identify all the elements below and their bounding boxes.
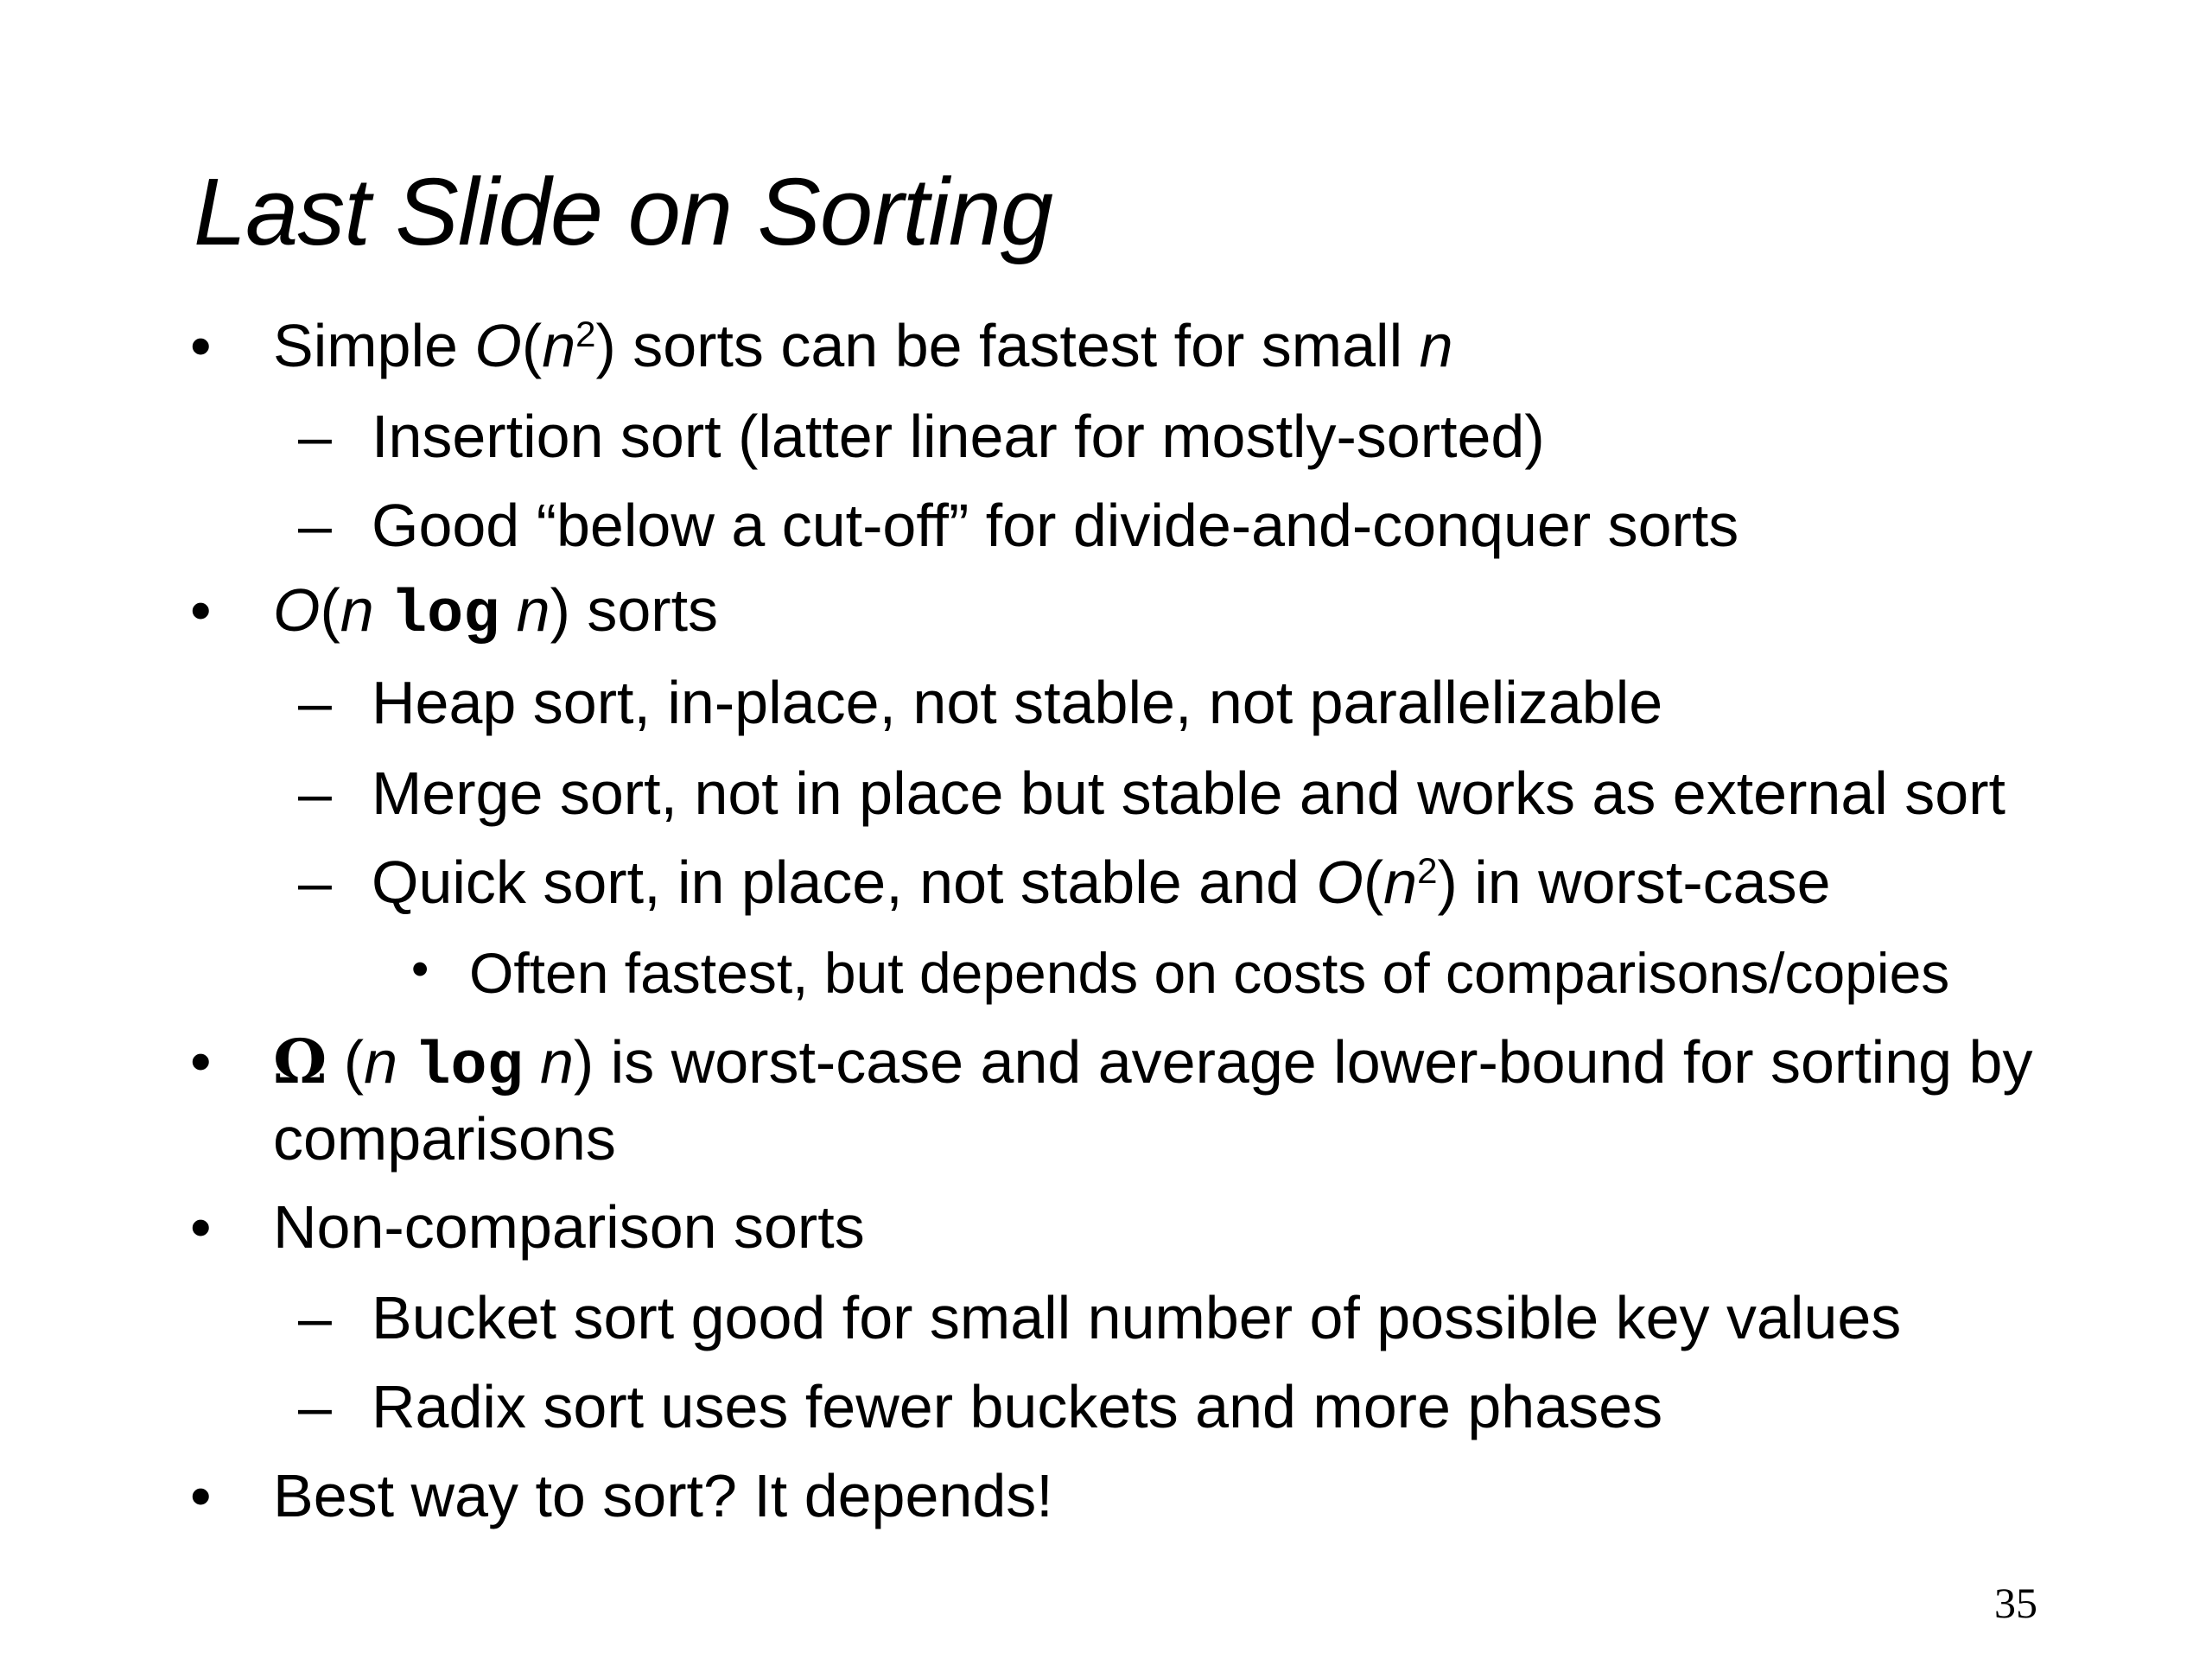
dash-marker: –: [298, 849, 332, 916]
dash-marker: –: [298, 403, 332, 470]
small-bullet-marker: •: [411, 941, 429, 997]
dash-marker: –: [298, 1284, 332, 1351]
dash-marker: –: [298, 669, 332, 736]
bullet-text: Non-comparison sorts: [273, 1193, 865, 1261]
subbullet-text: Insertion sort (latter linear for mostly-sorted): [372, 403, 1545, 470]
page-number: 35: [1994, 1579, 2037, 1627]
bullet-text: Simple $O(n^2)$ sorts can be fastest for small n: [273, 312, 1453, 379]
subbullet-text: Quick sort, in place, not stable and $O(n^2)$ in worst-case: [372, 849, 1831, 916]
bullet-marker: •: [190, 1462, 212, 1529]
bullet-marker: •: [190, 312, 212, 379]
bullet-text: Best way to sort? It depends!: [273, 1462, 1053, 1529]
bullet-marker: •: [190, 576, 212, 644]
subsubbullet-text: Often fastest, but depends on costs of comparisons/copies: [469, 941, 1950, 1005]
subbullet-text: Heap sort, in-place, not stable, not parallelizable: [372, 669, 1663, 736]
dash-marker: –: [298, 1373, 332, 1440]
slide-title: Last Slide on Sorting: [194, 159, 1053, 265]
dash-marker: –: [298, 492, 332, 559]
subbullet-text: Radix sort uses fewer buckets and more phases: [372, 1373, 1663, 1440]
bullet-text: Ω (n log n) is worst-case and average lower-bound for sorting by: [273, 1026, 2033, 1102]
subbullet-text: Bucket sort good for small number of possible key values: [372, 1284, 1902, 1351]
bullet-marker: •: [190, 1193, 212, 1261]
dash-marker: –: [298, 760, 332, 827]
bullet-text: O(n log n) sorts: [273, 576, 719, 650]
bullet-text: comparisons: [273, 1105, 616, 1173]
subbullet-text: Good “below a cut-off” for divide-and-conquer sorts: [372, 492, 1739, 559]
bullet-marker: •: [190, 1027, 212, 1095]
subbullet-text: Merge sort, not in place but stable and works as external sort: [372, 760, 2005, 827]
